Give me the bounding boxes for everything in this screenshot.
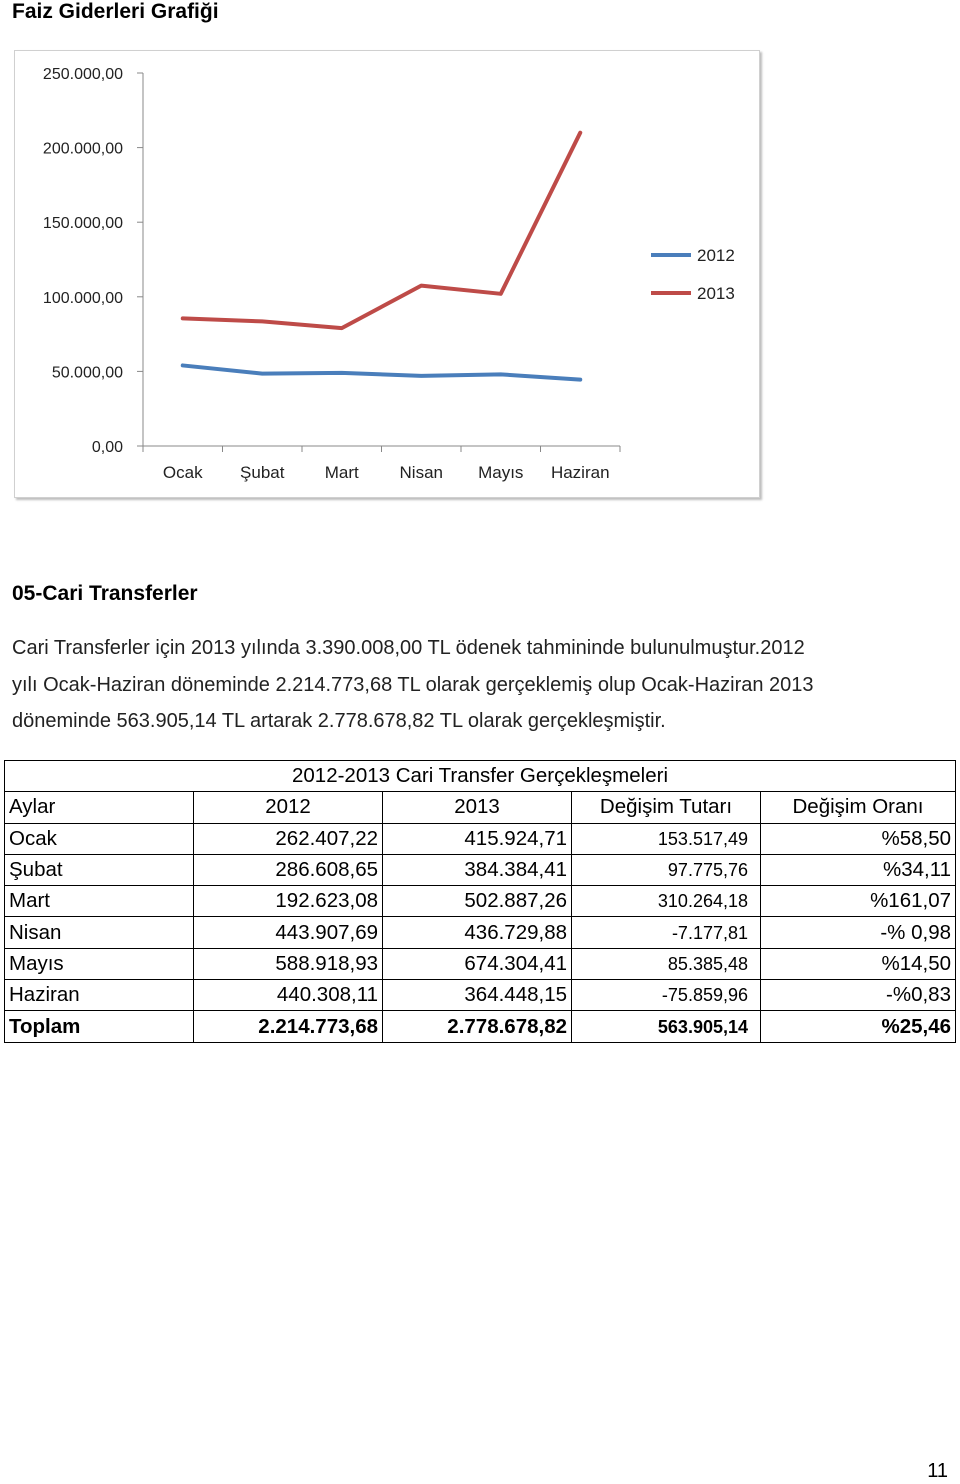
paragraph-line: yılı Ocak-Haziran döneminde 2.214.773,68 TL olarak gerçeklemiş olup Ocak-Haziran 2013: [12, 673, 814, 696]
month-cell: Mart: [5, 886, 194, 917]
value-2013-cell: 674.304,41: [383, 948, 572, 979]
table-row: [5, 823, 956, 854]
value-2012-cell: 588.918,93: [194, 948, 383, 979]
total-change-rate-cell: %25,46: [761, 1011, 956, 1042]
series-line-2012: [183, 365, 581, 379]
value-2013-cell: 436.729,88: [383, 917, 572, 948]
table-row: [5, 886, 956, 917]
table-caption-row: [5, 761, 956, 792]
paragraph-line: döneminde 563.905,14 TL artarak 2.778.678,82 TL olarak gerçekleşmiştir.: [12, 710, 666, 732]
paragraph-line: Cari Transferler için 2013 yılında 3.390.008,00 TL ödenek tahmininde bulunulmuştur.2012: [12, 637, 805, 659]
chart-heading: Faiz Giderleri Grafiği: [12, 0, 219, 23]
y-tick-label: 100.000,00: [42, 289, 123, 307]
change-rate-cell: %58,50: [761, 823, 956, 854]
change-rate-cell: -%0,83: [761, 980, 956, 1011]
month-cell: Haziran: [5, 980, 194, 1011]
header-cell: 2013: [383, 792, 572, 823]
table-total-row: [5, 1011, 956, 1042]
month-cell: Ocak: [5, 823, 194, 854]
total-2013-cell: 2.778.678,82: [383, 1011, 572, 1042]
change-amount-cell: -7.177,81: [572, 917, 761, 948]
section-heading: 05-Cari Transferler: [12, 582, 198, 605]
table-header-row: [5, 792, 956, 823]
page-number: 11: [927, 1460, 948, 1482]
value-2013-cell: 384.384,41: [383, 854, 572, 885]
table-row: [5, 980, 956, 1011]
total-label-cell: Toplam: [5, 1011, 194, 1042]
table-row: [5, 948, 956, 979]
change-amount-cell: 310.264,18: [572, 886, 761, 917]
value-2012-cell: 443.907,69: [194, 917, 383, 948]
value-2013-cell: 364.448,15: [383, 980, 572, 1011]
header-cell: Aylar: [5, 792, 194, 823]
legend-label: 2012: [697, 246, 735, 265]
y-tick-label: 200.000,00: [42, 140, 123, 158]
value-2012-cell: 286.608,65: [194, 854, 383, 885]
month-cell: Nisan: [5, 917, 194, 948]
section-paragraph: [12, 630, 947, 740]
value-2013-cell: 415.924,71: [383, 823, 572, 854]
x-tick-label: Haziran: [550, 463, 610, 482]
change-amount-cell: -75.859,96: [572, 980, 761, 1011]
change-rate-cell: %34,11: [761, 854, 956, 885]
y-tick-label: 250.000,00: [42, 66, 123, 83]
value-2012-cell: 440.308,11: [194, 980, 383, 1011]
value-2012-cell: 262.407,22: [194, 823, 383, 854]
table-row: [5, 917, 956, 948]
month-cell: Mayıs: [5, 948, 194, 979]
x-tick-label: Mayıs: [478, 463, 524, 482]
change-rate-cell: %14,50: [761, 948, 956, 979]
transfer-table: [4, 760, 956, 1043]
total-change-amount-cell: 563.905,14: [572, 1011, 761, 1042]
change-amount-cell: 153.517,49: [572, 823, 761, 854]
x-tick-label: Ocak: [162, 463, 203, 482]
x-tick-label: Nisan: [399, 463, 443, 482]
interest-expense-chart: [14, 50, 760, 498]
table-caption: 2012-2013 Cari Transfer Gerçekleşmeleri: [5, 761, 956, 792]
legend-label: 2013: [697, 284, 735, 303]
change-amount-cell: 97.775,76: [572, 854, 761, 885]
header-cell: 2012: [194, 792, 383, 823]
y-tick-label: 150.000,00: [42, 215, 123, 233]
x-tick-label: Mart: [324, 463, 359, 482]
series-line-2013: [183, 133, 581, 328]
y-tick-label: 50.000,00: [51, 364, 123, 382]
change-amount-cell: 85.385,48: [572, 948, 761, 979]
table-row: [5, 854, 956, 885]
value-2012-cell: 192.623,08: [194, 886, 383, 917]
change-rate-cell: -% 0,98: [761, 917, 956, 948]
total-2012-cell: 2.214.773,68: [194, 1011, 383, 1042]
month-cell: Şubat: [5, 854, 194, 885]
value-2013-cell: 502.887,26: [383, 886, 572, 917]
header-cell: Değişim Tutarı: [572, 792, 761, 823]
x-tick-label: Şubat: [240, 463, 285, 482]
y-tick-label: 0,00: [91, 439, 123, 456]
change-rate-cell: %161,07: [761, 886, 956, 917]
header-cell: Değişim Oranı: [761, 792, 956, 823]
line-chart-svg: [15, 51, 759, 497]
